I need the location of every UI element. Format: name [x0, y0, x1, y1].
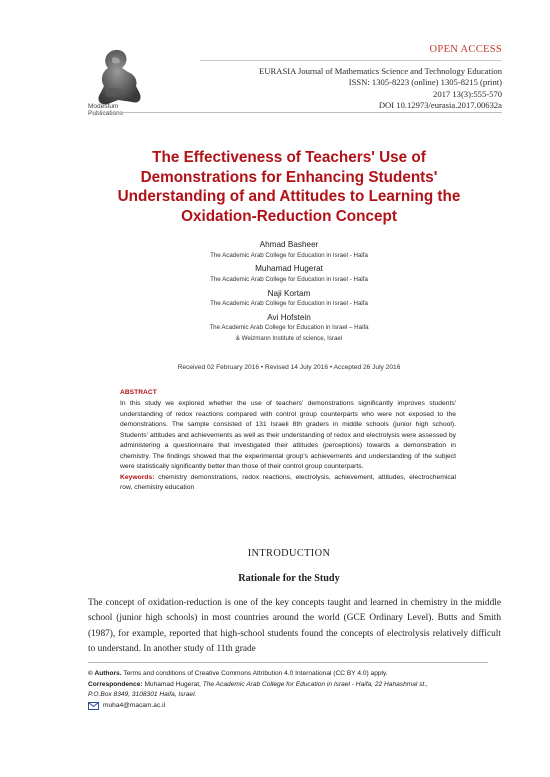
email-link[interactable]: muha4@macam.ac.il	[103, 701, 166, 709]
license-text[interactable]: Terms and conditions of Creative Commons Attribution 4.0 International (CC BY 4.0) apply.	[123, 670, 388, 677]
abstract-text: In this study we explored whether the use of teachers' demonstrations significantly improves students' understanding of redox reactions compared with control group counterparts who were not exposed to the demonstrations. The sample consisted of 131 Israeli 8th graders in middle schools (junior high school). Students' attitudes and achievements as well as their understanding of redox and electrolysis were assessed by administering a questionnaire that investigated their attitudes (perceptions) towards a demonstration in chemistry. The findings showed that the experimental group's achievements and understanding of the subject were statistically significantly better than those of their control group counterparts.	[120, 400, 456, 471]
author-affiliation-secondary: & Weizmann Institute of science, Israel	[235, 334, 343, 342]
section-subheading: Rationale for the Study	[238, 573, 340, 584]
keywords-label: Keywords:	[120, 473, 155, 481]
correspondence-line	[88, 680, 508, 691]
correspondence-label: Correspondence:	[88, 680, 143, 688]
thinker-statue-icon	[88, 46, 150, 108]
keywords-text: chemistry demonstrations, redox reactions, electrolysis, achievement, attitudes, electrochemical row, chemistry education	[120, 473, 456, 492]
title-line: Demonstrations for Enhancing Students'	[140, 168, 438, 186]
header-bottom-divider	[88, 112, 502, 113]
author-affiliation: The Academic Arab College for Education in Israel - Haifa	[210, 275, 368, 283]
correspondence-address-cont: P.O.Box 8349, 3108301 Haifa, Israel.	[88, 691, 197, 698]
footer-notes	[88, 669, 508, 711]
open-access-badge: OPEN ACCESS	[429, 44, 502, 55]
introduction-paragraph: The concept of oxidation-reduction is one of the key concepts taught and learned in chemistry in the middle school (junior high schools) in most countries around the world (GCE Ordinary Level). Butts and Smith (1987), for example, reported that high-school students found the concepts of electrolysis relatively difficult to understand. In another study of 11th grade	[88, 598, 501, 655]
envelope-icon	[88, 702, 99, 710]
title-line: Understanding of and Attitudes to Learning the	[117, 188, 461, 205]
author-name: Naji Kortam	[267, 288, 311, 298]
author-name: Ahmad Basheer	[259, 240, 319, 249]
keywords-line	[120, 473, 456, 494]
journal-name: EURASIA Journal of Mathematics Science and Technology Education	[259, 66, 502, 76]
author-affiliation: The Academic Arab College for Education in Israel – Haifa	[209, 324, 369, 332]
abstract-heading: ABSTRACT	[120, 389, 157, 396]
author-name: Muhamad Hugerat	[255, 264, 323, 274]
license-line	[88, 669, 508, 680]
title-line: Oxidation-Reduction Concept	[181, 207, 397, 225]
author-list	[130, 240, 448, 344]
journal-doi[interactable]: DOI 10.12973/eurasia.2017.00632a	[378, 99, 502, 110]
submission-dates: Received 02 February 2016 • Revised 14 July 2016 • Accepted 26 July 2016	[177, 364, 401, 371]
journal-issn: ISSN: 1305-8223 (online) 1305-8215 (print)	[348, 77, 502, 88]
introduction-heading: INTRODUCTION	[247, 548, 331, 559]
copyright-label: © Authors.	[88, 670, 122, 677]
header-divider	[200, 60, 502, 61]
footer-divider	[88, 662, 488, 663]
journal-info	[259, 66, 502, 111]
title-line: The Effectiveness of Teachers' Use of	[152, 149, 426, 166]
abstract-section	[120, 388, 456, 494]
correspondence-address: The Academic Arab College for Education in Israel - Haifa, 22 Hahashmal st.,	[202, 680, 429, 688]
author-name: Avi Hofstein	[267, 312, 311, 322]
publisher-caption: Modestum Publications	[88, 103, 124, 117]
author-affiliation: The Academic Arab College for Education in Israel - Haifa	[210, 251, 368, 259]
author-affiliation: The Academic Arab College for Education in Israel - Haifa	[210, 300, 368, 308]
email-row	[88, 701, 508, 712]
correspondence-name: Muhamad Hugerat,	[144, 680, 201, 688]
article-title	[85, 148, 493, 226]
journal-volume: 2017 13(3):555-570	[433, 88, 502, 99]
